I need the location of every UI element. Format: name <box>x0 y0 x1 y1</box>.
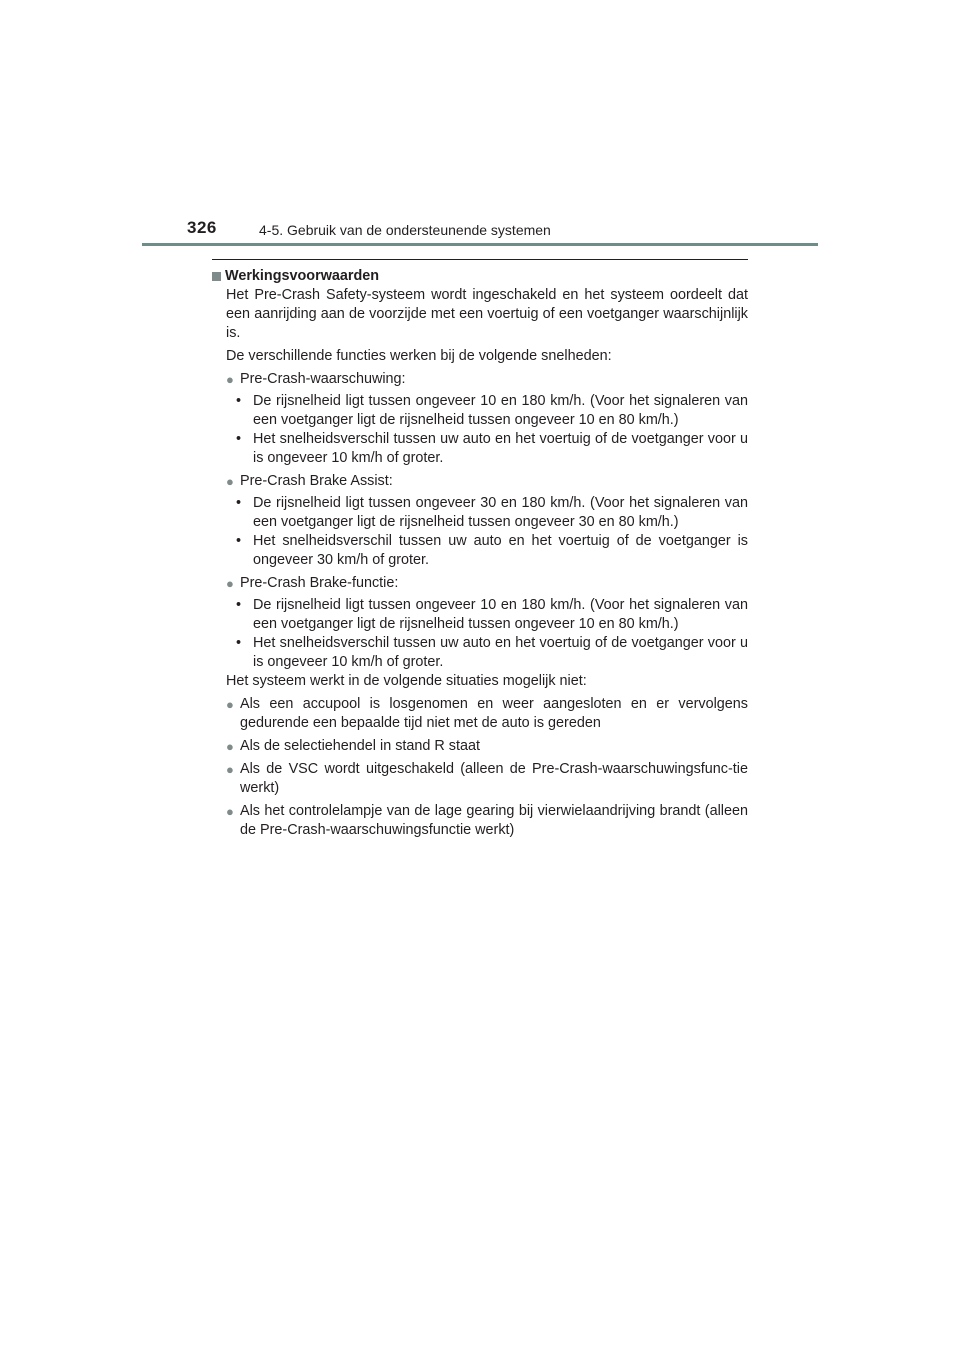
condition-text: Het snelheidsverschil tussen uw auto en het voertuig of de voetganger is ongeveer 30 km/h of groter. <box>253 533 748 568</box>
not-working-text: Als de selectiehendel in stand R staat <box>240 738 480 754</box>
small-bullet-icon: • <box>236 533 242 549</box>
not-working-item <box>212 737 748 756</box>
not-working-text: Als het controlelampje van de lage gearing bij vierwielaandrijving brandt (alleen de Pre-Crash-waarschuwingsfunctie werkt) <box>240 803 748 838</box>
function-conditions <box>212 596 748 672</box>
small-bullet-icon: • <box>236 393 242 409</box>
round-bullet-icon: ● <box>226 697 234 712</box>
condition-item <box>212 596 748 634</box>
round-bullet-icon: ● <box>226 739 234 754</box>
function-title: Pre-Crash-waarschuwing: <box>240 371 406 387</box>
small-bullet-icon: • <box>236 635 242 651</box>
section-heading-text: Werkingsvoorwaarden <box>225 268 380 284</box>
not-working-item <box>212 802 748 840</box>
page-content <box>212 259 748 840</box>
section-heading <box>212 267 748 286</box>
square-bullet-icon <box>212 272 221 281</box>
not-working-item <box>212 695 748 733</box>
not-working-text: Als de VSC wordt uitgeschakeld (alleen de Pre-Crash-waarschuwingsfunc-tie werkt) <box>240 761 748 796</box>
condition-item <box>212 392 748 430</box>
speeds-intro: De verschillende functies werken bij de volgende snelheden: <box>226 348 612 364</box>
header-rule <box>142 243 818 246</box>
function-conditions <box>212 494 748 570</box>
function-item <box>212 574 748 593</box>
function-title: Pre-Crash Brake Assist: <box>240 473 393 489</box>
function-title: Pre-Crash Brake-functie: <box>240 575 399 591</box>
intro-paragraph: Het Pre-Crash Safety-systeem wordt ingeschakeld en het systeem oordeelt dat een aanrijding aan de voorzijde met een voertuig of een voetganger waarschijnlijk is. <box>226 287 748 341</box>
small-bullet-icon: • <box>236 495 242 511</box>
content-top-rule <box>212 259 748 260</box>
small-bullet-icon: • <box>236 597 242 613</box>
round-bullet-icon: ● <box>226 804 234 819</box>
round-bullet-icon: ● <box>226 576 234 591</box>
section-title: 4-5. Gebruik van de ondersteunende systemen <box>259 222 551 238</box>
condition-item <box>212 430 748 468</box>
round-bullet-icon: ● <box>226 474 234 489</box>
function-item <box>212 472 748 491</box>
round-bullet-icon: ● <box>226 372 234 387</box>
not-working-intro: Het systeem werkt in de volgende situaties mogelijk niet: <box>226 673 587 689</box>
condition-item <box>212 634 748 672</box>
page-number: 326 <box>187 218 217 237</box>
function-item <box>212 370 748 389</box>
small-bullet-icon: • <box>236 431 242 447</box>
condition-text: De rijsnelheid ligt tussen ongeveer 10 en 180 km/h. (Voor het signaleren van een voetganger ligt de rijsnelheid tussen ongeveer 10 en 80 km/h.) <box>253 393 748 428</box>
condition-text: De rijsnelheid ligt tussen ongeveer 30 en 180 km/h. (Voor het signaleren van een voetganger ligt de rijsnelheid tussen ongeveer 30 en 80 km/h.) <box>253 495 748 530</box>
function-conditions <box>212 392 748 468</box>
condition-text: Het snelheidsverschil tussen uw auto en het voertuig of de voetganger voor u is ongeveer 10 km/h of groter. <box>253 635 748 670</box>
condition-item <box>212 494 748 532</box>
condition-text: Het snelheidsverschil tussen uw auto en het voertuig of de voetganger voor u is ongeveer 10 km/h of groter. <box>253 431 748 466</box>
round-bullet-icon: ● <box>226 762 234 777</box>
condition-text: De rijsnelheid ligt tussen ongeveer 10 en 180 km/h. (Voor het signaleren van een voetganger ligt de rijsnelheid tussen ongeveer 10 en 80 km/h.) <box>253 597 748 632</box>
not-working-text: Als een accupool is losgenomen en weer aangesloten en er vervolgens gedurende een bepaalde tijd niet met de auto is gereden <box>240 696 748 731</box>
condition-item <box>212 532 748 570</box>
not-working-item <box>212 760 748 798</box>
